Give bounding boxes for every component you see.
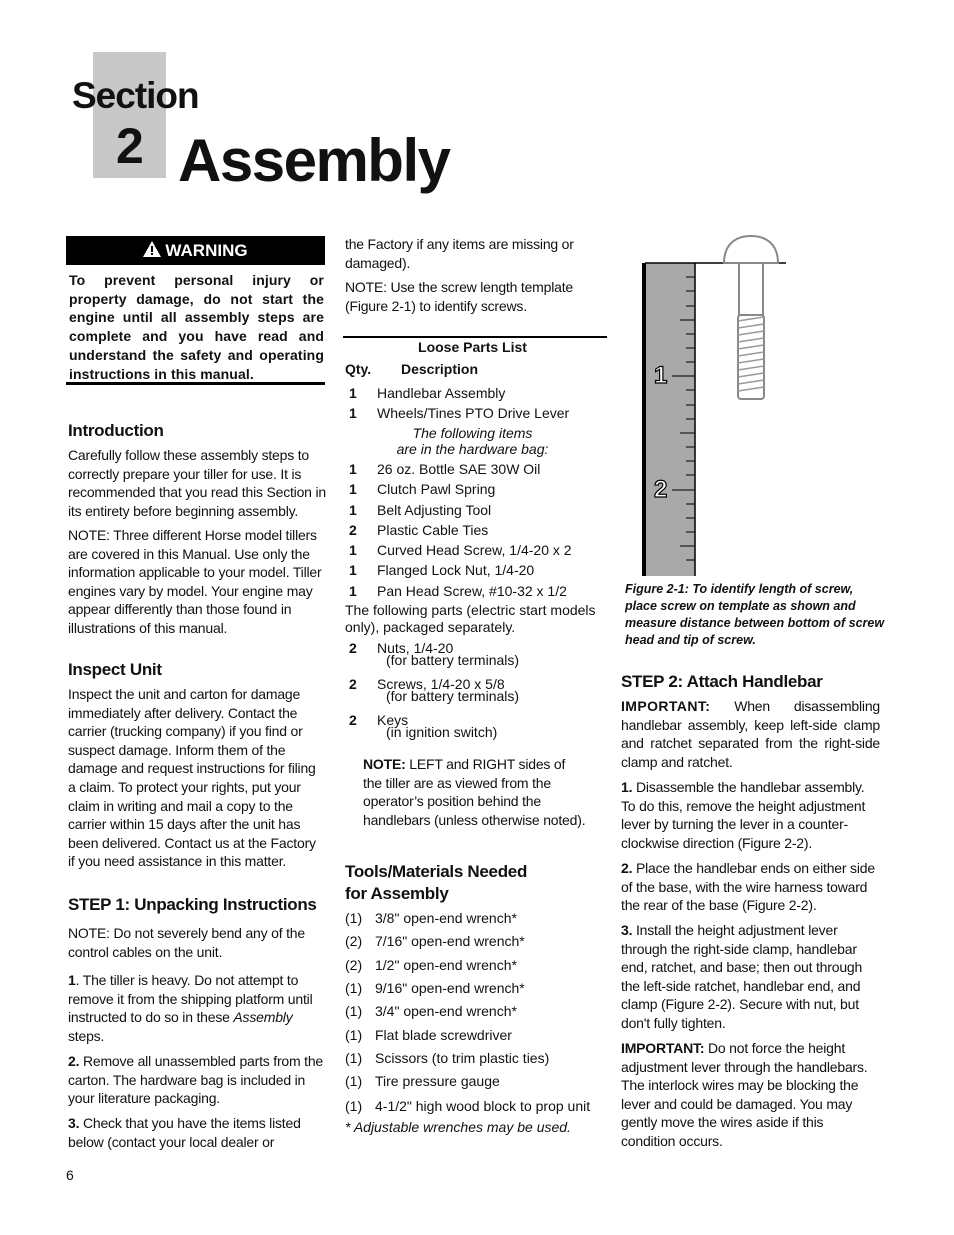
step1-item-1 bbox=[68, 971, 326, 1045]
step2-item-1-number: 1. bbox=[621, 779, 633, 795]
tool-qty: (1) bbox=[345, 1073, 363, 1089]
introduction-note: NOTE: Three different Horse model tillers are covered in this Manual. Use only the information applicable to your model. Tiller engines vary by model. Your engine may appear differently than those found in illustrations of this manual. bbox=[68, 527, 322, 636]
section-label: Section bbox=[72, 75, 199, 116]
tools-footnote: * Adjustable wrenches may be used. bbox=[345, 1119, 571, 1135]
step1-item-2 bbox=[68, 1052, 326, 1108]
tool-qty: (1) bbox=[345, 1027, 363, 1043]
step2-item-3-number: 3. bbox=[621, 922, 633, 938]
page-title: Assembly bbox=[178, 127, 450, 194]
warning-rule bbox=[66, 382, 325, 385]
ruler-mark-1: 1 bbox=[654, 362, 668, 389]
step1-item-3-continued: the Factory if any items are missing or damaged). bbox=[345, 236, 574, 271]
ruler-mark-2: 2 bbox=[654, 476, 668, 503]
hardware-bag-note bbox=[345, 425, 600, 457]
figure-caption: Figure 2-1: To identify length of screw, place screw on template as shown and measure distance between bottom of screw head and tip of screw. bbox=[625, 582, 885, 647]
step1-item-1-number: 1 bbox=[68, 972, 76, 988]
list-item bbox=[345, 581, 610, 601]
step2-item-2-number: 2. bbox=[621, 860, 633, 876]
tool-desc: 3/4" open-end wrench* bbox=[375, 1003, 517, 1019]
sides-note-label: NOTE: bbox=[363, 756, 406, 772]
sides-note bbox=[363, 755, 587, 829]
step2-heading: STEP 2: Attach Handlebar bbox=[621, 672, 823, 691]
tool-qty: (1) bbox=[345, 1003, 363, 1019]
introduction-paragraph: Carefully follow these assembly steps to correctly prepare your tiller for use. It is recommended that you read this Section in its entirety before beginning assembly. bbox=[68, 447, 326, 519]
tools-heading-line-2: for Assembly bbox=[345, 884, 449, 903]
step2-important-1 bbox=[621, 697, 880, 771]
tools-heading-line-1: Tools/Materials Needed bbox=[345, 862, 528, 881]
list-item bbox=[345, 674, 610, 708]
list-item bbox=[345, 710, 610, 744]
part-qty: 1 bbox=[349, 405, 357, 421]
part-qty: 1 bbox=[349, 481, 357, 497]
warning-banner bbox=[66, 236, 325, 265]
tool-qty: (2) bbox=[345, 957, 363, 973]
list-item bbox=[345, 1001, 610, 1021]
screw-shank bbox=[739, 263, 763, 315]
screw-head bbox=[724, 236, 778, 263]
part-qty: 1 bbox=[349, 502, 357, 518]
part-desc: Belt Adjusting Tool bbox=[377, 502, 492, 518]
tool-desc: 3/8" open-end wrench* bbox=[375, 910, 517, 926]
part-desc: Flanged Lock Nut, 1/4-20 bbox=[377, 562, 535, 578]
part-desc: Wheels/Tines PTO Drive Lever bbox=[377, 405, 570, 421]
list-item bbox=[345, 479, 610, 499]
tool-desc: 4-1/2" high wood block to prop unit bbox=[375, 1098, 591, 1114]
parts-col-desc: Description bbox=[401, 361, 479, 377]
step2-important-2 bbox=[621, 1039, 880, 1151]
step2-item-1 bbox=[621, 778, 880, 852]
list-item bbox=[345, 638, 610, 672]
step1-item-3-text: Check that you have the items listed below (contact your local dealer or bbox=[68, 1115, 301, 1150]
tool-qty: (2) bbox=[345, 933, 363, 949]
tool-desc: Flat blade screwdriver bbox=[375, 1027, 512, 1043]
warning-text: To prevent personal injury or property damage, do not start the engine until all assembly steps are complete and you have read and understand the safety and operating instructions in this manual. bbox=[69, 272, 324, 382]
tool-desc: 1/2" open-end wrench* bbox=[375, 957, 517, 973]
introduction-heading: Introduction bbox=[68, 421, 164, 440]
part-desc: Handlebar Assembly bbox=[377, 385, 506, 401]
list-item bbox=[345, 500, 610, 520]
electric-start-note: The following parts (electric start models only), packaged separately. bbox=[345, 602, 596, 635]
section-number: 2 bbox=[116, 118, 144, 174]
part-desc: Screws, 1/4-20 x 5/8 bbox=[377, 676, 505, 692]
ruler-edge bbox=[642, 263, 646, 576]
list-item bbox=[345, 1025, 610, 1045]
step1-item-1-italic: Assembly bbox=[233, 1009, 293, 1026]
inspect-heading: Inspect Unit bbox=[68, 660, 162, 679]
list-item bbox=[345, 1048, 610, 1068]
list-item bbox=[345, 1071, 610, 1091]
step1-note: NOTE: Do not severely bend any of the control cables on the unit. bbox=[68, 925, 305, 960]
part-qty: 2 bbox=[349, 640, 357, 656]
part-qty: 1 bbox=[349, 385, 357, 401]
part-qty: 1 bbox=[349, 461, 357, 477]
tool-qty: (1) bbox=[345, 1098, 363, 1114]
page-number: 6 bbox=[66, 1167, 74, 1183]
sides-note-text: LEFT and RIGHT sides of the tiller are as viewed from the operator’s position behind the handlebars (unless otherwise noted). bbox=[363, 756, 586, 828]
step2-item-2-text: Place the handlebar ends on either side of the base, with the wire harness toward the rear of the base (Figure 2-2). bbox=[621, 860, 875, 914]
list-item bbox=[345, 403, 610, 423]
list-item bbox=[345, 383, 610, 403]
part-desc: Pan Head Screw, #10-32 x 1/2 bbox=[377, 583, 567, 599]
list-item bbox=[345, 520, 610, 540]
tool-qty: (1) bbox=[345, 1050, 363, 1066]
parts-col-qty: Qty. bbox=[345, 361, 372, 377]
parts-list-title: Loose Parts List bbox=[418, 339, 527, 355]
hardware-bag-note-line-2: are in the hardware bag: bbox=[396, 441, 549, 457]
part-desc: Curved Head Screw, 1/4-20 x 2 bbox=[377, 542, 572, 558]
list-item bbox=[345, 540, 610, 560]
part-qty: 2 bbox=[349, 676, 357, 692]
tool-desc: Scissors (to trim plastic ties) bbox=[375, 1050, 550, 1066]
part-qty: 1 bbox=[349, 542, 357, 558]
list-item bbox=[345, 1096, 610, 1116]
step2-item-2 bbox=[621, 859, 880, 915]
step2-important-1-text: When disassembling handlebar assembly, keep left-side clamp and ratchet separated from the right-side clamp and ratchet. bbox=[621, 698, 880, 770]
screw-template-figure bbox=[636, 232, 796, 580]
list-item bbox=[345, 955, 610, 975]
warning-triangle-icon bbox=[143, 241, 161, 257]
list-item bbox=[345, 560, 610, 580]
tools-heading bbox=[345, 861, 527, 905]
screw-template-note: NOTE: Use the screw length template (Figure 2-1) to identify screws. bbox=[345, 279, 573, 314]
list-item bbox=[345, 978, 610, 998]
tool-desc: Tire pressure gauge bbox=[375, 1073, 500, 1089]
hardware-bag-note-line-1: The following items bbox=[412, 425, 533, 441]
step2-important-1-label: IMPORTANT: bbox=[621, 698, 711, 714]
part-sub-desc: (for battery terminals) bbox=[386, 688, 520, 704]
warning-label: WARNING bbox=[165, 241, 248, 260]
tool-desc: 9/16" open-end wrench* bbox=[375, 980, 525, 996]
part-desc: Keys bbox=[377, 712, 409, 728]
step2-item-3 bbox=[621, 921, 880, 1033]
part-sub-desc: (for battery terminals) bbox=[386, 652, 520, 668]
part-desc: Plastic Cable Ties bbox=[377, 522, 489, 538]
step2-important-2-text: Do not force the height adjustment lever through the handlebars. The interlock wires may be blocking the lever and could be damaged. You may gently move the wires aside if this condition occurs. bbox=[621, 1040, 868, 1149]
step1-item-1-tail: steps. bbox=[68, 1027, 105, 1044]
part-qty: 2 bbox=[349, 522, 357, 538]
part-sub-desc: (in ignition switch) bbox=[386, 724, 498, 740]
step1-item-1-text: . The tiller is heavy. Do not attempt to remove it from the shipping platform until instructed to do so in these bbox=[68, 972, 313, 1026]
step1-item-3 bbox=[68, 1114, 326, 1151]
inspect-paragraph: Inspect the unit and carton for damage immediately after delivery. Contact the carrier (trucking company) if you find or suspect damage. Inform them of the damage and request instructions for filing a claim. To protect your rights, put your claim in writing and mail a copy to the carrier within 15 days after the unit has been delivered. Contact us at the Factory if you need assistance in this matter. bbox=[68, 686, 316, 870]
tool-qty: (1) bbox=[345, 980, 363, 996]
step2-important-2-label: IMPORTANT: bbox=[621, 1040, 705, 1056]
step1-item-3-number: 3. bbox=[68, 1115, 80, 1131]
step1-item-2-number: 2. bbox=[68, 1053, 80, 1069]
part-qty: 1 bbox=[349, 583, 357, 599]
step1-heading: STEP 1: Unpacking Instructions bbox=[68, 895, 317, 914]
part-qty: 1 bbox=[349, 562, 357, 578]
step2-item-3-text: Install the height adjustment lever through the right-side clamp, handlebar end, ratchet, and base; then out through the left-side ratchet, handlebar end, and clamp (Figure 2-2). Secure with nut, but don't fully tighten. bbox=[621, 922, 863, 1031]
list-item bbox=[345, 908, 610, 928]
tool-desc: 7/16" open-end wrench* bbox=[375, 933, 525, 949]
list-item bbox=[345, 931, 610, 951]
list-item bbox=[345, 459, 610, 479]
part-desc: Clutch Pawl Spring bbox=[377, 481, 496, 497]
part-desc: 26 oz. Bottle SAE 30W Oil bbox=[377, 461, 541, 477]
step1-item-2-text: Remove all unassembled parts from the carton. The hardware bag is included in your literature packaging. bbox=[68, 1053, 324, 1107]
part-desc: Nuts, 1/4-20 bbox=[377, 640, 454, 656]
part-qty: 2 bbox=[349, 712, 357, 728]
tool-qty: (1) bbox=[345, 910, 363, 926]
step2-item-1-text: Disassemble the handlebar assembly. To do this, remove the height adjustment lever by turning the lever in a counter-clockwise direction (Figure 2-2). bbox=[621, 779, 866, 851]
